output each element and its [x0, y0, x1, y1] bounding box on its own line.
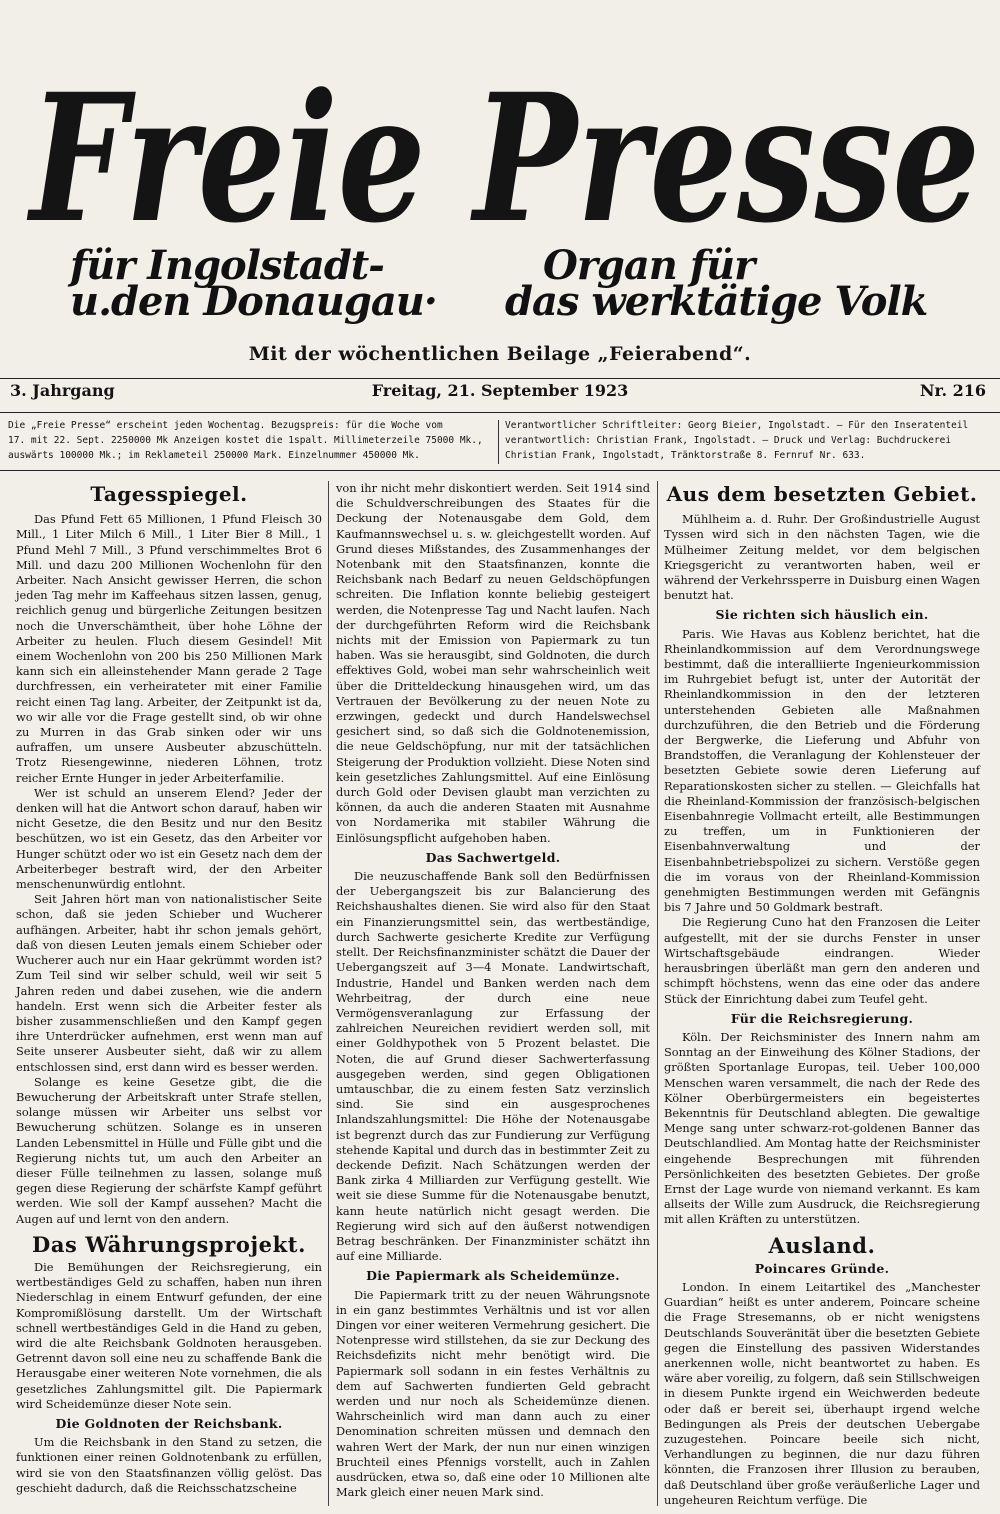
editor-line-1: Verantwortlicher Schriftleiter: Georg Bieier, Ingolstadt. — Für den Inseratenteil [505, 420, 969, 431]
column-1 [16, 481, 322, 1496]
editor-line-3: Christian Frank, Ingolstadt, Tränktorstraße 8. Fernruf Nr. 633. [505, 450, 866, 461]
masthead [0, 0, 1000, 380]
rule-impressum [0, 470, 1000, 471]
subhead-poincare: Poincares Gründe. [754, 1260, 890, 1276]
supplement-note: Mit der wöchentlichen Beilage „Feierabend“. [248, 343, 752, 365]
article-paragraph: Um die Reichsbank in den Stand zu setzen, die funktionen einer reinen Goldnotenbank zu erfüllen, wird sie von den Staatsfinanzen völlig gelöst. Das geschieht dadurch, daß die Reichsschatzscheine [16, 1435, 322, 1495]
subtitle-right-line-1: Organ für [543, 242, 755, 289]
subtitle-left-line-1: für Ingolstadt- [70, 242, 384, 289]
article-paragraph: Die Bemühungen der Reichsregierung, ein wertbeständiges Geld zu schaffen, haben nun ihren Niederschlag in einem Entwurf gefunden, der eine Kompromißlösung darstellt. Um der Wirtschaft schnell wertbeständiges Geld in die Hand zu geben, wird die alte Reichsbank Goldnoten herausgeben. Getrennt davon soll eine neu zu schaffende Bank die Herausgabe einer weiteren Note vornehmen, die als gesetzliches Zahlungsmittel gilt. Die Papiermark wird Scheidemünze dieser Note sein. [16, 1259, 322, 1411]
masthead-title-wrap [20, 70, 990, 250]
column-rule-1 [328, 481, 329, 1506]
subtitle-right [505, 242, 945, 325]
headline-tagesspiegel: Tagesspiegel. [90, 482, 248, 506]
article-paragraph: Seit Jahren hört man von nationalistischer Seite schon, daß sie jeden Schieber und Wucherer aufhängen. Arbeiter, habt ihr schon jemals gehört, daß von diesen Leuten jemals einem Schieber oder Wucherer auch nur ein Haar gekrümmt worden ist? Zum Teil sind wir selber schuld, weil wir seit 5 Jahren reden und dabei zusehen, wie die andern handeln. Erst wenn sich die Arbeiter fester als bisher zusammenschließen und den Kampf gegen ihre Unterdrücker aufnehmen, erst wenn man auf Seite unserer Ausbeuter sieht, daß wir zu allem entschlossen sind, erst dann wird es besser werden. [16, 892, 322, 1074]
headline-ausland: Ausland. [768, 1232, 876, 1258]
subhead-haeuslich: Sie richten sich häuslich ein. [715, 607, 929, 623]
article-paragraph: Die Regierung Cuno hat den Franzosen die Leiter aufgestellt, mit der sie durchs Fenster in unser Wirtschaftsgebäude eindrangen. Wieder herausbringen überläßt man gern den anderen und schimpft höchstens, wenn das eine oder das andere Stück der Einrichtung dabei zum Teufel geht. [664, 915, 980, 1006]
issue-date: Freitag, 21. September 1923 [371, 381, 629, 400]
issue-number: Nr. 216 [919, 381, 986, 400]
subtitle-left-line-2: u.den Donaugau· [70, 278, 437, 325]
article-paragraph: von ihr nicht mehr diskontiert werden. Seit 1914 sind die Schuldverschreibungen des Staates für die Deckung der Notenausgabe dem Gold, dem Kaufmannswechsel u. s. w. gleichgestellt worden. Auf Grund dieses Mißstandes, des Zusammenhanges der Notenbank mit den Staatsfinanzen, konnte die Reichsbank nach Bedarf zu neuen Geldschöpfungen schreiten. Die Inflation konnte beliebig gesteigert werden, die Notenpresse Tag und Nacht laufen. Nach der durchgeführten Reform wird die Reichsbank nichts mit der Emission von Papiermark zu tun haben. Was sie herausgibt, sind Goldnoten, die durch effektives Gold, wobei man sehr wahrscheinlich weit über die Dritteldeckung hinausgehen wird, um das Vertrauen der Bevölkerung zu der neuen Note zu erzwingen, gedeckt und durch Handelswechsel gesichert sind, so daß sich die Goldnotenemission, die neue Geldschöpfung, nur mit der tatsächlichen Steigerung der Produktion vollzieht. Diese Noten sind kein gesetzliches Zahlungsmittel. Auf eine Einlösung durch Gold oder Devisen glaubt man verzichten zu können, da auch die anderen Staaten mit Ausnahme von Nordamerika mit stabiler Währung die Einlösungspflicht aufgehoben haben. [336, 481, 650, 845]
article-paragraph: Das Pfund Fett 65 Millionen, 1 Pfund Fleisch 30 Mill., 1 Liter Milch 6 Mill., 1 Liter Bier 8 Mill., 1 Pfund Mehl 7 Mill., 3 Pfund verschimmeltes Brot 6 Mill. und dazu 200 Millionen Wochenlohn für den Arbeiter. Nach Ansicht gewisser Herren, die schon jeden Tag mehr im Kaffeehaus sitzen lassen, genug, reichlich genug und bürgerliche Zeitungen besitzen noch die Unverschämtheit, über hohe Löhne der Arbeiter zu heulen. Fluch diesem Gesindel! Mit einem Wochenlohn von 200 bis 250 Millionen Mark kann sich ein alleinstehender Mann gerade 2 Tage durchfressen, ein verheirateter mit einer Familie reicht einen Tag lang. Arbeiter, der Zeitpunkt ist da, wo wir alle vor die Frage gestellt sind, ob wir ohne zu Murren in das Grab sinken oder wir uns aufraffen, um unsere Ausbeuter abzuschütteln. Trotz Riesengewinne, niederen Löhnen, trotz reicher Ernte Hunger in jeder Arbeiterfamilie. [16, 512, 322, 785]
article-paragraph: Solange es keine Gesetze gibt, die die Bewucherung der Arbeitskraft unter Strafe stellen, solange müssen wir Arbeiter uns selbst vor Bewucherung schützen. Solange es in unseren Landen Lebensmittel in Hülle und Fülle gibt und die Regierung nichts tut, um auch den Arbeiter an dieser Fülle teilnehmen zu lassen, solange muß gegen diese Regierung der schärfste Kampf geführt werden. Wie soll der Kampf aussehen? Macht die Augen auf und lernt von den andern. [16, 1074, 322, 1226]
subhead-papiermark: Die Papiermark als Scheidemünze. [366, 1268, 620, 1284]
headline-waehrungsprojekt: Das Währungsprojekt. [32, 1231, 306, 1257]
subscription-line-3: auswärts 100000 Mk.; im Reklameteil 250000 Mark. Einzelnummer 450000 Mk. [8, 450, 420, 461]
article-paragraph: London. In einem Leitartikel des „Manchester Guardian“ heißt es unter anderem, Poincare scheine die Frage Stresemanns, ob er nicht wenigstens Deutschlands Souveränität über die besetzten Gebiete gegen die Einstellung des passiven Widerstandes anerkennen wolle, nicht beantwortet zu haben. Es wäre aber voreilig, zu folgern, daß sein Stillschweigen in diesem Punkte irgend ein Weichwerden bedeute oder daß er bereit sei, überhaupt irgend welche Bedingungen als Preis der deutschen Uebergabe zuzugestehen. Poincare beeile sich nicht, Verhandlungen zu beginnen, die nur dazu führen könnten, die Franzosen ihrer Illusion zu berauben, daß Deutschland über große veräußerliche Lager und ungeheuren Reichtum verfüge. Die [664, 1279, 980, 1507]
masthead-title: Freie Presse [26, 70, 980, 250]
impressum [0, 418, 1000, 464]
volume-year: 3. Jahrgang [10, 381, 115, 400]
dateline [0, 381, 1000, 407]
article-paragraph: Die Papiermark tritt zu der neuen Währungsnote in ein ganz bestimmtes Verhältnis und ist vor allen Dingen vor einer weiteren Vermehrung gesichert. Die Notenpresse wird stillstehen, da sie zur Deckung des Reichsdefizits nicht mehr benötigt wird. Die Papiermark soll sodann in ein festes Verhältnis zu dem auf Sachwerten fundierten Geld gebracht werden und nur noch als Scheidemünze dienen. Wahrscheinlich wird man dann auch zu einer Denomination schreiten müssen und demnach den wahren Wert der Mark, der nun nur einen winzigen Bruchteil eines Pfennigs vorstellt, auch in Zahlen ausdrücken, etwa so, daß eine oder 10 Millionen alte Mark gleich einer neuen Mark sind. [336, 1287, 650, 1500]
headline-besetztes-gebiet: Aus dem besetzten Gebiet. [666, 482, 978, 506]
masthead-title-svg [20, 70, 990, 250]
subtitle-right-line-2: das werktätige Volk [505, 278, 928, 325]
editor-line-2: verantwortlich: Christian Frank, Ingolstadt. — Druck und Verlag: Buchdruckerei [505, 435, 952, 446]
subhead-sachwertgeld: Das Sachwertgeld. [425, 849, 561, 865]
article-paragraph: Mühlheim a. d. Ruhr. Der Großindustrielle August Tyssen wird sich in den nächsten Tagen, wie die Mülheimer Zeitung meldet, vor dem belgischen Kriegsgericht zu verantworten haben, weil er während der Verkehrssperre in Duisburg einen Wagen benutzt hat. [664, 512, 981, 603]
article-paragraph: Wer ist schuld an unserem Elend? Jeder der denken will hat die Antwort schon darauf, haben wir nicht Gesetze, die den Besitz und nur den Besitz beschützen, wo ist ein Gesetz, das den Arbeiter vor Hunger schützt oder wo ist ein Gesetz nach dem der Arbeiterbeger bestraft wird, der den Arbeiter menschenunwürdig entlohnt. [16, 785, 322, 892]
subscription-line-1: Die „Freie Presse“ erscheint jeden Wochentag. Bezugspreis: für die Woche vom [8, 420, 443, 431]
subtitle-left [70, 242, 510, 325]
impressum-divider [498, 420, 499, 464]
column-3 [664, 481, 980, 1508]
rule-top [0, 378, 1000, 379]
column-2 [336, 481, 650, 1500]
subhead-reichsregierung: Für die Reichsregierung. [730, 1010, 914, 1026]
subscription-line-2: 17. mit 22. Sept. 2250000 Mk Anzeigen kostet die 1spalt. Millimeterzeile 75000 Mk., [8, 435, 483, 446]
rule-dateline [0, 412, 1000, 413]
editor-info [505, 418, 995, 463]
article-paragraph: Die neuzuschaffende Bank soll den Bedürfnissen der Uebergangszeit bis zur Balancierung des Reichshaushaltes dienen. Sie wird also für den Staat ein Finanzierungsmittel sein, das wertbeständige, durch Sachwerte gesicherte Kredite zur Verfügung stellt. Der Reichsfinanzminister schätzt die Dauer der Uebergangszeit auf 3—4 Monate. Landwirtschaft, Industrie, Handel und Banken werden nach dem Wehrbeitrag, der durch eine neue Vermögensveranlagung zur Erfassung der zahlreichen Neureichen revidiert werden soll, mit einer Goldhypothek von 5 Prozent belastet. Die Noten, die auf Grund dieser Sachwerterfassung ausgegeben werden, sind gegen Obligationen umtauschbar, die zu einem festen Satz verzinslich sind. Sie sind ein ausgesprochenes Inlandszahlungsmittel: Die Höhe der Notenausgabe ist begrenzt durch das zur Fundierung zur Verfügung stehende Kapital und durch das in bestimmter Zeit zu deckende Defizit. Nach Schätzungen werden der Bank zirka 4 Milliarden zur Verfügung gestellt. Wie weit sie diese Summe für die Notenausgabe benutzt, kann heute natürlich nicht gesagt werden. Die Regierung wird sich auf den äußerst notwendigen Betrag beschränken. Der Finanzminister schätzt ihn auf eine Milliarde. [336, 869, 650, 1264]
article-paragraph: Paris. Wie Havas aus Koblenz berichtet, hat die Rheinlandkommission auf dem Verordnungswege bestimmt, daß die interalliierte Ingenieurkommission im Ruhrgebiet befugt ist, unter der Autorität der Rheinlandkommission in den der letzteren unterstehenden Gebieten alle Maßnahmen durchzuführen, die den Betrieb und die Förderung der Bergwerke, die Lieferung und Abfuhr von Brandstoffen, die Veranlagung der Kohlensteuer der besetzten Gebiete sowie deren Lieferung auf Reparationskosten sicher zu stellen. — Gleichfalls hat die Rheinland-Kommission der französisch-belgischen Eisenbahnregie Vollmacht erteilt, alle Bestimmungen zu treffen, um in Funktionieren der Eisenbahnverwaltung und der Eisenbahnbetriebspolizei zu sichern. Verstöße gegen die im voraus von der Rheinland-Kommission genehmigten Bestimmungen werden mit Gefängnis bis 7 Jahre und 50 Goldmark bestraft. [664, 626, 980, 915]
article-paragraph: Köln. Der Reichsminister des Innern nahm am Sonntag an der Einweihung des Kölner Stadions, der größten Sportanlage Europas, teil. Ueber 100,000 Menschen waren versammelt, die nach der Rede des Kölner Oberbürgermeisters ein begeistertes Bekenntnis für Deutschland ablegten. Die gewaltige Menge sang unter schwarz-rot-goldenen Banner das Deutschlandlied. Am Montag hatte der Reichsminister eingehende Besprechungen mit führenden Persönlichkeiten des besetzten Gebietes. Der große Ernst der Lage wurde von niemand verkannt. Es kam allseits der Wille zum Ausdruck, die Reichsregierung mit allen Kräften zu unterstützen. [664, 1029, 980, 1227]
subhead-goldnoten: Die Goldnoten der Reichsbank. [55, 1415, 283, 1431]
column-rule-2 [657, 481, 658, 1506]
subscription-info [8, 418, 493, 463]
